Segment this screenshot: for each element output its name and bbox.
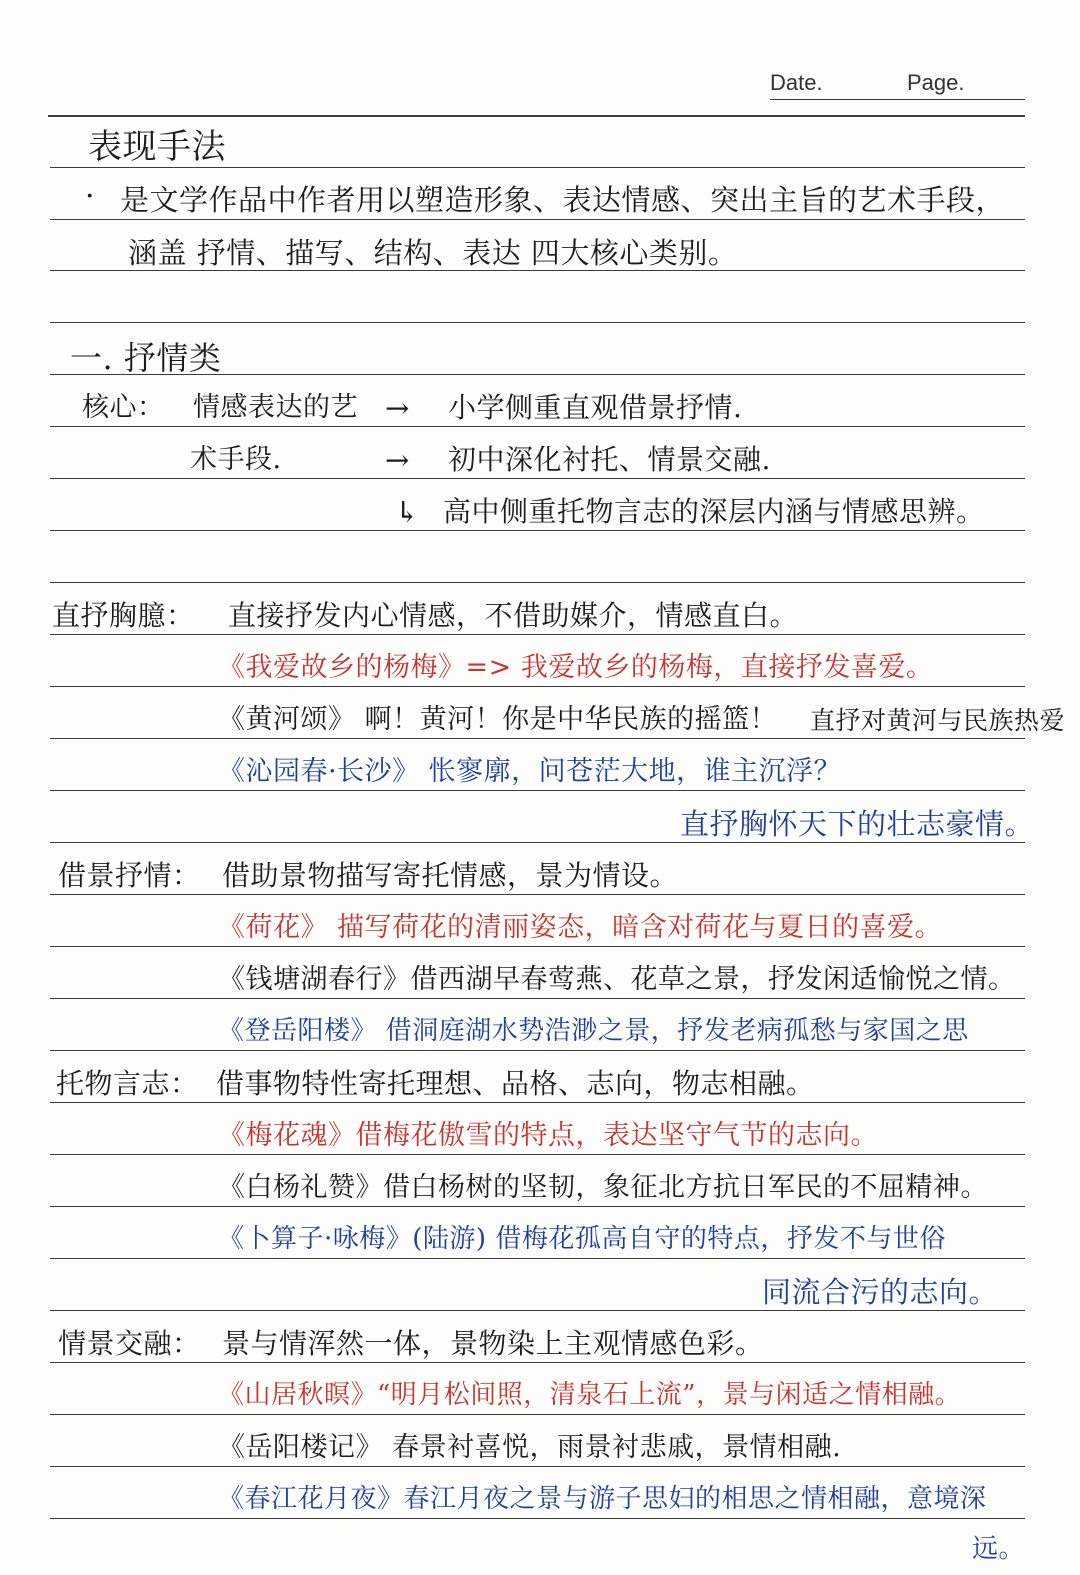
ruled-line	[50, 219, 1025, 220]
ruled-line	[50, 998, 1025, 999]
qingjing-example-1: 《山居秋暝》“明月松间照，清泉石上流”，景与闲适之情相融。	[218, 1380, 962, 1410]
page-label: Page.	[907, 70, 965, 95]
tuowu-example-2: 《白杨礼赞》借白杨树的坚韧，象征北方抗日军民的不屈精神。	[218, 1172, 988, 1203]
zhishu-label: 直抒胸臆：	[52, 599, 195, 632]
qingjing-definition: 景与情浑然一体，景物染上主观情感色彩。	[222, 1327, 764, 1360]
ruled-line	[50, 1518, 1025, 1519]
arrow-icon: →	[385, 391, 410, 425]
ruled-line	[50, 1154, 1025, 1155]
ruled-line	[50, 426, 1025, 427]
arrow-icon: →	[385, 443, 410, 477]
ruled-line	[50, 1258, 1025, 1259]
intro-bullet: ·	[85, 179, 96, 214]
jiejing-example-1: 《荷花》 描写荷花的清丽姿态，暗含对荷花与夏日的喜爱。	[218, 912, 943, 943]
ruled-line	[50, 738, 1025, 739]
qingjing-example-3: 《春江花月夜》春江月夜之景与游子思妇的相思之情相融，意境深	[218, 1484, 987, 1514]
qingjing-label: 情景交融：	[58, 1327, 201, 1360]
ruled-line	[50, 1466, 1025, 1467]
core-text-2: 术手段.	[190, 444, 282, 475]
ruled-line	[48, 115, 1025, 117]
ruled-line	[50, 1362, 1025, 1363]
tuowu-label: 托物言志：	[56, 1067, 199, 1100]
tuowu-example-3-cont: 同流合污的志向。	[762, 1275, 999, 1309]
zhishu-definition: 直接抒发内心情感，不借助媒介，情感直白。	[228, 599, 799, 632]
ruled-line	[50, 1310, 1025, 1311]
jiejing-definition: 借助景物描写寄托情感，景为情设。	[222, 859, 679, 892]
ruled-line	[50, 1050, 1025, 1051]
tuowu-example-3: 《卜算子·咏梅》(陆游) 借梅花孤高自守的特点，抒发不与世俗	[218, 1224, 946, 1254]
intro-line-1: 是文学作品中作者用以塑造形象、表达情感、突出主旨的艺术手段，	[120, 183, 1006, 217]
ruled-line	[50, 946, 1025, 947]
zhishu-example-2: 《黄河颂》 啊！黄河！你是中华民族的摇篮！	[218, 704, 778, 735]
date-label: Date.	[770, 70, 823, 95]
qingjing-example-3-cont: 远。	[972, 1534, 1026, 1564]
ruled-line	[50, 322, 1025, 323]
zhishu-example-1: 《我爱故乡的杨梅》=> 我爱故乡的杨梅，直接抒发喜爱。	[218, 652, 934, 683]
jiejing-example-3: 《登岳阳楼》 借洞庭湖水势浩渺之景，抒发老病孤愁与家国之思	[218, 1016, 969, 1046]
level-senior: 高中侧重托物言志的深层内涵与情感思辨。	[443, 495, 985, 528]
core-text-1: 情感表达的艺	[193, 392, 358, 423]
ruled-line	[50, 894, 1025, 895]
jiejing-example-2: 《钱塘湖春行》借西湖早春莺燕、花草之景，抒发闲适愉悦之情。	[218, 964, 1016, 995]
ruled-line	[50, 530, 1025, 531]
ruled-line	[50, 270, 1025, 271]
intro-line-2: 涵盖 抒情、描写、结构、表达 四大核心类别。	[128, 236, 738, 270]
level-junior: 初中深化衬托、情景交融.	[448, 443, 771, 476]
qingjing-example-2: 《岳阳楼记》 春景衬喜悦，雨景衬悲戚，景情相融.	[218, 1432, 842, 1463]
section-heading: 一. 抒情类	[70, 339, 222, 377]
tuowu-definition: 借事物特性寄托理想、品格、志向，物志相融。	[216, 1067, 815, 1100]
ruled-line	[50, 478, 1025, 479]
ruled-line	[50, 686, 1025, 687]
ruled-line	[50, 634, 1025, 635]
ruled-line	[50, 1414, 1025, 1415]
ruled-line	[50, 790, 1025, 791]
zhishu-example-3-cont: 直抒胸怀天下的壮志豪情。	[680, 807, 1035, 841]
core-label: 核心：	[82, 392, 165, 423]
tuowu-example-1: 《梅花魂》借梅花傲雪的特点，表达坚守气节的志向。	[218, 1120, 878, 1151]
page-title: 表现手法	[88, 127, 226, 167]
jiejing-label: 借景抒情：	[58, 859, 201, 892]
zhishu-example-2-note: 直抒对黄河与民族热爱	[810, 706, 1066, 735]
level-primary: 小学侧重直观借景抒情.	[448, 391, 743, 424]
ruled-line	[50, 842, 1025, 843]
ruled-line	[50, 1102, 1025, 1103]
header-rule	[770, 99, 1025, 100]
ruled-line	[50, 167, 1025, 168]
ruled-line	[50, 1206, 1025, 1207]
hook-arrow-icon: ↳	[395, 495, 420, 529]
ruled-line	[50, 582, 1025, 583]
zhishu-example-3: 《沁园春·长沙》 怅寥廓，问苍茫大地，谁主沉浮？	[218, 756, 842, 787]
